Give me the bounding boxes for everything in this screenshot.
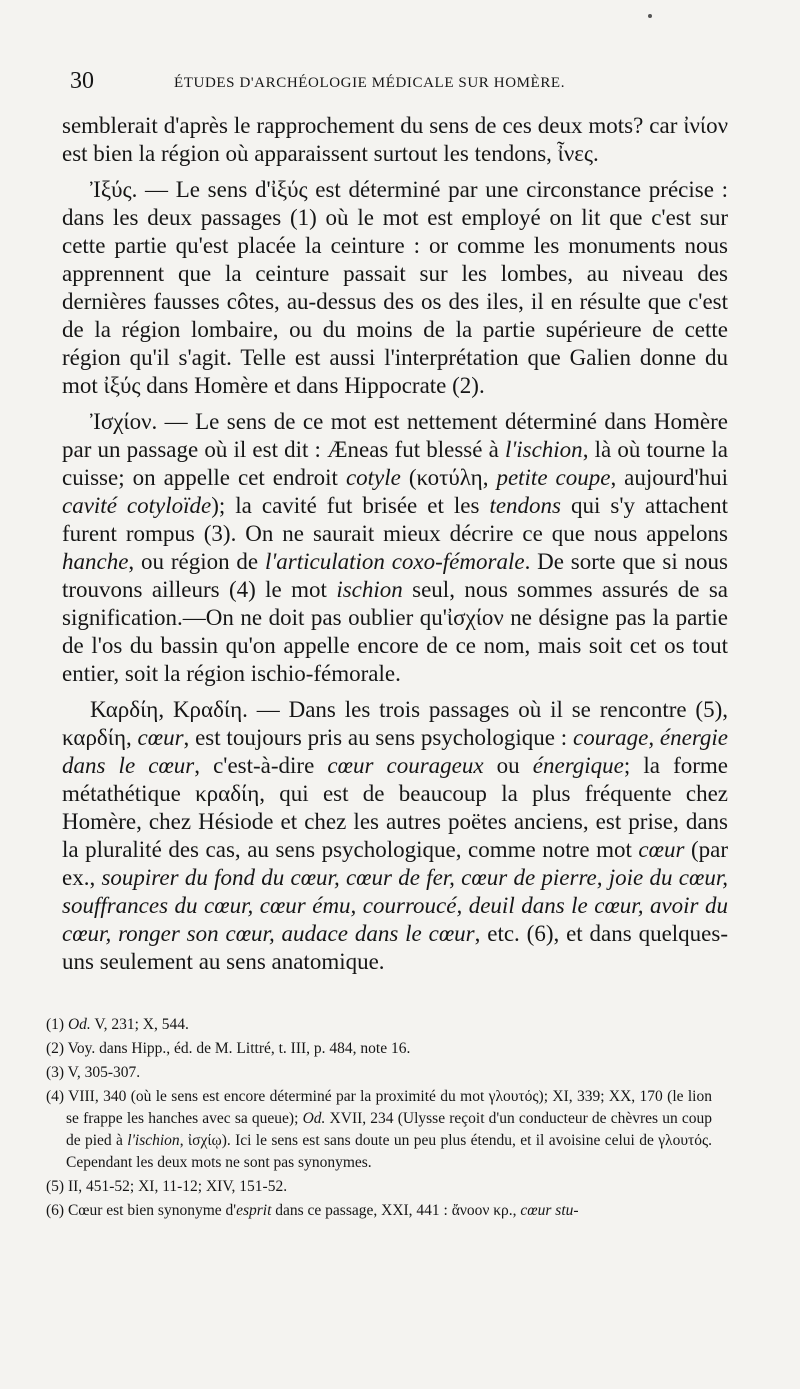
entry-heading: Ἰσχίον. <box>90 409 158 434</box>
italic-term: cœur courageux <box>327 753 484 778</box>
footnote-4 <box>46 1086 712 1174</box>
footnote-text: V, 231; X, 544. <box>90 1016 189 1033</box>
text-segment: . De sorte que si nous trouvons ailleurs (4) le mot <box>62 549 728 602</box>
paragraph-continuation <box>62 112 728 168</box>
italic-term: ischion <box>336 577 403 602</box>
text-segment: ); la cavité fut brisée et les <box>211 493 490 518</box>
text-segment: , etc. (6), et dans quelques-uns seulement au sens anatomique. <box>62 921 728 974</box>
italic-term: cotyle <box>345 465 401 490</box>
italic-term: Od. <box>302 1110 326 1127</box>
italic-term: cavité cotyloïde <box>62 493 212 518</box>
page-number: 30 <box>70 68 94 94</box>
text-segment: , c'est-à-dire <box>194 753 328 778</box>
text-segment: , aujourd'hui <box>610 465 728 490</box>
entry-text: — Le sens d'ἰξύς est déterminé par une circonstance précise : dans les deux passages (1) où le mot est employé on lit que c'est sur cette partie qu'est placée la ceinture : or comme les monuments nous apprennent que la ceinture passait sur les lombes, au niveau des dernières fausses côtes, au-dessus des os des iles, il en résulte que c'est de la région lombaire, ou du moins de la partie supérieure de cette région qu'il s'agit. Telle est aussi l'interprétation que Galien donne du mot ἰξύς dans Homère et dans Hippocrate (2). <box>62 177 728 398</box>
italic-term: cœur <box>638 837 685 862</box>
italic-term: courage, énergie dans le cœur <box>62 725 729 778</box>
entry-ixus <box>62 176 728 400</box>
italic-term: Od. <box>67 1016 91 1033</box>
italic-term: petite coupe <box>496 465 611 490</box>
italic-term: cœur stu- <box>520 1202 579 1219</box>
entry-kardie <box>62 696 728 976</box>
footnote-1 <box>46 1014 712 1036</box>
text-segment: , là où tourne la cuisse; on appelle cet endroit <box>62 437 728 490</box>
italic-term: énergique <box>532 753 624 778</box>
footnote-text: (1) <box>46 1016 68 1033</box>
footnotes <box>46 1014 712 1224</box>
footnote-text: XVII, 234 (Ulysse reçoit d'un conducteur de chèvres un coup de pied à <box>66 1110 712 1149</box>
text-segment: ou <box>483 753 533 778</box>
running-title: ÉTUDES D'ARCHÉOLOGIE MÉDICALE SUR HOMÈRE. <box>174 75 566 91</box>
footnote-text: (5) II, 451-52; XI, 11-12; XIV, 151-52. <box>46 1178 288 1195</box>
entry-heading: Καρδίη, Κραδίη. <box>90 697 248 722</box>
italic-term: esprit <box>236 1202 272 1219</box>
footnote-text: (6) Cœur est bien synonyme d' <box>46 1202 237 1219</box>
text-segment: , est toujours pris au sens psychologique : <box>183 725 573 750</box>
entry-ischion <box>62 408 728 688</box>
italic-term: l'articulation coxo-fémorale <box>264 549 525 574</box>
italic-term: cœur <box>137 725 184 750</box>
text-segment: seul, nous sommes assurés de sa signification.—On ne doit pas oublier qu'ἰσχίον ne désigne pas la partie de l'os du bassin qu'on appelle encore de ce nom, mais soit cet os tout entier, soit la région ischio-fémorale. <box>62 577 728 686</box>
footnote-text: (3) V, 305-307. <box>46 1064 141 1081</box>
footnote-text: dans ce passage, XXI, 441 : ἄνοον κρ., <box>271 1202 521 1219</box>
italic-term: l'ischion <box>504 437 583 462</box>
entry-heading: Ἰξύς. <box>90 177 138 202</box>
footnote-6 <box>46 1200 712 1222</box>
paragraph-text: semblerait d'après le rapprochement du sens de ces deux mots? car ἰνίον est bien la région où apparaissent surtout les tendons, ἶνες. <box>62 113 728 166</box>
text-segment: (κοτύλη, <box>400 465 497 490</box>
footnote-text: , ἰσχίῳ). Ici le sens est sans doute un peu plus étendu, et il avoisine celui de γλουτός. Cependant les deux mots ne sont pas synonymes. <box>66 1132 712 1171</box>
italic-term: l'ischion <box>127 1132 180 1149</box>
footnote-text: (4) VIII, 340 (où le sens est encore déterminé par la proximité du mot γλουτός); XI, 339; XX, 170 (le lion se frappe les hanches avec sa queue); <box>46 1088 712 1127</box>
italic-term: soupirer du fond du cœur, cœur de fer, cœur de pierre, joie du cœur, souffrances du cœur, cœur ému, courroucé, deuil dans le cœur, avoir du cœur, ronger son cœur, audace dans le cœur <box>62 865 728 946</box>
footnote-3 <box>46 1062 712 1084</box>
page-header <box>70 68 740 98</box>
text-segment: (par ex., <box>62 837 728 890</box>
text-segment: qui s'y attachent furent rompus (3). On ne saurait mieux décrire ce que nous appelons <box>62 493 729 546</box>
footnote-2 <box>46 1038 712 1060</box>
italic-term: hanche <box>62 549 129 574</box>
italic-term: tendons <box>489 493 561 518</box>
text-segment: — Le sens de ce mot est nettement déterminé dans Homère par un passage où il est dit : Æneas fut blessé à <box>62 409 728 462</box>
text-segment: ; la forme métathétique κραδίη, qui est de beaucoup la plus fréquente chez Homère, chez Hésiode et chez les autres poëtes anciens, est prise, dans la pluralité des cas, au sens psychologique, comme notre mot <box>62 753 729 862</box>
footnote-text: (2) Voy. dans Hipp., éd. de M. Littré, t. III, p. 484, note 16. <box>46 1040 411 1057</box>
footnote-5 <box>46 1176 712 1198</box>
text-segment: , ou région de <box>128 549 265 574</box>
main-text <box>62 112 728 976</box>
text-segment: — Dans les trois passages où il se rencontre (5), καρδίη, <box>62 697 728 750</box>
page-speck <box>648 14 652 18</box>
